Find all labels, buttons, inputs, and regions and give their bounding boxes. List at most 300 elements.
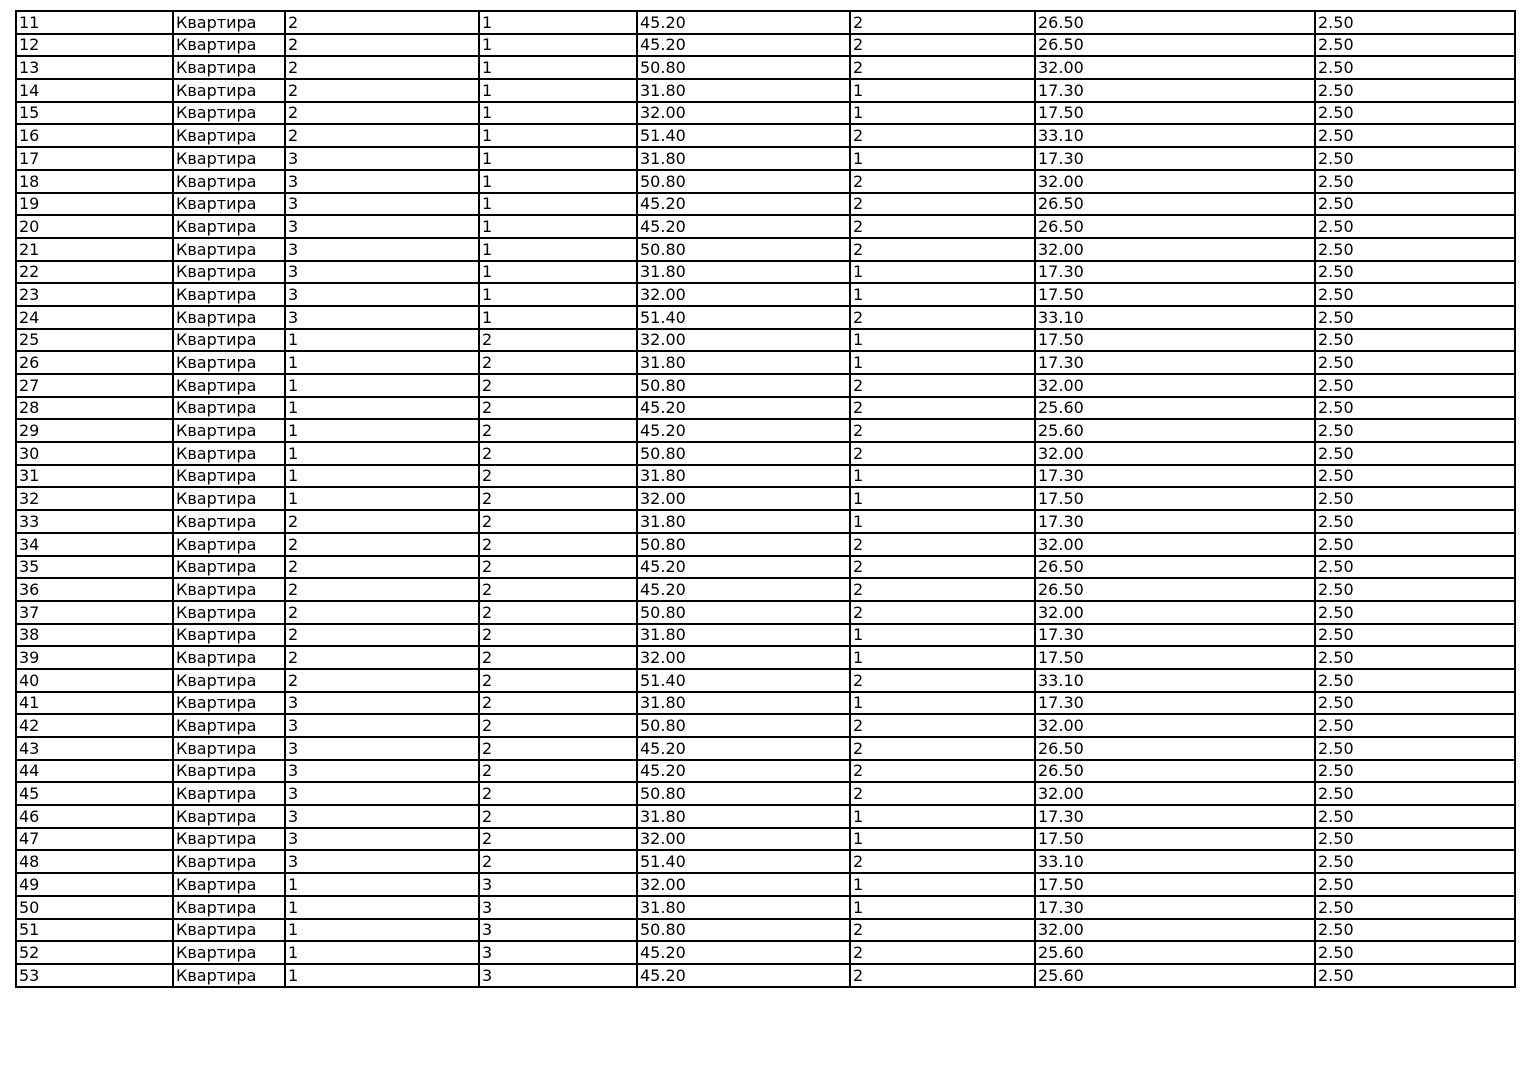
column-4-cell: 1 [479,34,637,57]
unit-number-cell: 13 [16,56,173,79]
rooms-cell: 1 [850,828,1035,851]
unit-number-cell: 39 [16,646,173,669]
unit-number-cell: 14 [16,79,173,102]
unit-number-cell: 53 [16,964,173,987]
rooms-cell: 1 [850,351,1035,374]
column-4-cell: 3 [479,919,637,942]
total-area-cell: 45.20 [637,760,850,783]
ceiling-height-cell: 2.50 [1315,578,1515,601]
ceiling-height-cell: 2.50 [1315,487,1515,510]
unit-number-cell: 18 [16,170,173,193]
table-row [16,941,1515,964]
living-area-cell: 33.10 [1035,850,1315,873]
property-type-cell: Квартира [173,215,285,238]
column-4-cell: 1 [479,261,637,284]
unit-number-cell: 33 [16,510,173,533]
ceiling-height-cell: 2.50 [1315,215,1515,238]
rooms-cell: 2 [850,56,1035,79]
unit-number-cell: 47 [16,828,173,851]
property-type-cell: Квартира [173,964,285,987]
property-type-cell: Квартира [173,692,285,715]
total-area-cell: 31.80 [637,147,850,170]
property-type-cell: Квартира [173,238,285,261]
total-area-cell: 32.00 [637,102,850,125]
rooms-cell: 1 [850,465,1035,488]
rooms-cell: 2 [850,919,1035,942]
column-4-cell: 2 [479,646,637,669]
table-row [16,79,1515,102]
living-area-cell: 17.30 [1035,510,1315,533]
total-area-cell: 31.80 [637,79,850,102]
total-area-cell: 45.20 [637,578,850,601]
ceiling-height-cell: 2.50 [1315,964,1515,987]
property-type-cell: Квартира [173,601,285,624]
column-4-cell: 2 [479,329,637,352]
living-area-cell: 17.30 [1035,624,1315,647]
living-area-cell: 33.10 [1035,669,1315,692]
property-type-cell: Квартира [173,669,285,692]
unit-number-cell: 25 [16,329,173,352]
property-type-cell: Квартира [173,465,285,488]
unit-number-cell: 52 [16,941,173,964]
column-3-cell: 2 [285,11,479,34]
column-3-cell: 3 [285,261,479,284]
ceiling-height-cell: 2.50 [1315,306,1515,329]
table-row [16,556,1515,579]
table-row [16,578,1515,601]
table-row [16,737,1515,760]
property-type-cell: Квартира [173,850,285,873]
total-area-cell: 32.00 [637,873,850,896]
table-row [16,782,1515,805]
column-3-cell: 1 [285,351,479,374]
rooms-cell: 2 [850,442,1035,465]
table-row [16,760,1515,783]
total-area-cell: 50.80 [637,919,850,942]
table-row [16,510,1515,533]
ceiling-height-cell: 2.50 [1315,193,1515,216]
table-row [16,102,1515,125]
living-area-cell: 33.10 [1035,306,1315,329]
property-type-cell: Квартира [173,329,285,352]
unit-number-cell: 36 [16,578,173,601]
ceiling-height-cell: 2.50 [1315,760,1515,783]
property-type-cell: Квартира [173,782,285,805]
unit-number-cell: 21 [16,238,173,261]
living-area-cell: 32.00 [1035,56,1315,79]
table-row [16,850,1515,873]
column-3-cell: 3 [285,805,479,828]
property-type-cell: Квартира [173,261,285,284]
table-row [16,419,1515,442]
total-area-cell: 31.80 [637,465,850,488]
property-type-cell: Квартира [173,487,285,510]
column-4-cell: 1 [479,238,637,261]
living-area-cell: 26.50 [1035,11,1315,34]
column-4-cell: 2 [479,397,637,420]
table-row [16,11,1515,34]
ceiling-height-cell: 2.50 [1315,56,1515,79]
table-row [16,34,1515,57]
column-4-cell: 1 [479,11,637,34]
column-3-cell: 2 [285,79,479,102]
living-area-cell: 17.30 [1035,692,1315,715]
property-type-cell: Квартира [173,193,285,216]
total-area-cell: 45.20 [637,941,850,964]
property-type-cell: Квартира [173,11,285,34]
ceiling-height-cell: 2.50 [1315,442,1515,465]
column-4-cell: 1 [479,170,637,193]
total-area-cell: 45.20 [637,11,850,34]
column-4-cell: 1 [479,102,637,125]
column-4-cell: 1 [479,124,637,147]
column-4-cell: 1 [479,283,637,306]
ceiling-height-cell: 2.50 [1315,351,1515,374]
property-type-cell: Квартира [173,170,285,193]
rooms-cell: 2 [850,170,1035,193]
living-area-cell: 26.50 [1035,737,1315,760]
table-row [16,624,1515,647]
unit-number-cell: 40 [16,669,173,692]
living-area-cell: 25.60 [1035,397,1315,420]
total-area-cell: 31.80 [637,805,850,828]
rooms-cell: 2 [850,782,1035,805]
total-area-cell: 31.80 [637,624,850,647]
total-area-cell: 50.80 [637,56,850,79]
property-type-cell: Квартира [173,714,285,737]
column-4-cell: 2 [479,487,637,510]
table-row [16,124,1515,147]
living-area-cell: 17.50 [1035,283,1315,306]
living-area-cell: 17.30 [1035,261,1315,284]
apartments-table [15,10,1516,988]
total-area-cell: 45.20 [637,556,850,579]
column-4-cell: 2 [479,737,637,760]
table-row [16,170,1515,193]
table-row [16,215,1515,238]
property-type-cell: Квартира [173,805,285,828]
ceiling-height-cell: 2.50 [1315,261,1515,284]
total-area-cell: 45.20 [637,397,850,420]
living-area-cell: 26.50 [1035,215,1315,238]
column-3-cell: 2 [285,578,479,601]
living-area-cell: 26.50 [1035,556,1315,579]
column-3-cell: 1 [285,896,479,919]
table-row [16,56,1515,79]
living-area-cell: 26.50 [1035,34,1315,57]
ceiling-height-cell: 2.50 [1315,873,1515,896]
rooms-cell: 2 [850,533,1035,556]
column-3-cell: 1 [285,964,479,987]
table-row [16,828,1515,851]
living-area-cell: 17.30 [1035,147,1315,170]
ceiling-height-cell: 2.50 [1315,374,1515,397]
ceiling-height-cell: 2.50 [1315,941,1515,964]
column-3-cell: 1 [285,419,479,442]
total-area-cell: 32.00 [637,283,850,306]
table-row [16,896,1515,919]
column-3-cell: 2 [285,510,479,533]
table-row [16,533,1515,556]
column-4-cell: 2 [479,556,637,579]
property-type-cell: Квартира [173,351,285,374]
unit-number-cell: 49 [16,873,173,896]
column-4-cell: 2 [479,624,637,647]
table-row [16,397,1515,420]
unit-number-cell: 27 [16,374,173,397]
living-area-cell: 25.60 [1035,964,1315,987]
rooms-cell: 1 [850,805,1035,828]
ceiling-height-cell: 2.50 [1315,782,1515,805]
column-4-cell: 1 [479,147,637,170]
column-3-cell: 3 [285,828,479,851]
total-area-cell: 45.20 [637,419,850,442]
property-type-cell: Квартира [173,56,285,79]
rooms-cell: 2 [850,760,1035,783]
column-3-cell: 2 [285,124,479,147]
total-area-cell: 51.40 [637,850,850,873]
rooms-cell: 2 [850,34,1035,57]
unit-number-cell: 35 [16,556,173,579]
ceiling-height-cell: 2.50 [1315,919,1515,942]
unit-number-cell: 44 [16,760,173,783]
rooms-cell: 2 [850,419,1035,442]
unit-number-cell: 11 [16,11,173,34]
living-area-cell: 26.50 [1035,193,1315,216]
column-4-cell: 2 [479,533,637,556]
ceiling-height-cell: 2.50 [1315,283,1515,306]
property-type-cell: Квартира [173,578,285,601]
rooms-cell: 2 [850,714,1035,737]
column-4-cell: 2 [479,714,637,737]
ceiling-height-cell: 2.50 [1315,601,1515,624]
column-3-cell: 3 [285,170,479,193]
table-row [16,351,1515,374]
table-row [16,964,1515,987]
column-3-cell: 2 [285,556,479,579]
ceiling-height-cell: 2.50 [1315,850,1515,873]
column-4-cell: 2 [479,805,637,828]
total-area-cell: 50.80 [637,442,850,465]
table-row [16,329,1515,352]
unit-number-cell: 45 [16,782,173,805]
total-area-cell: 32.00 [637,646,850,669]
property-type-cell: Квартира [173,442,285,465]
column-4-cell: 2 [479,465,637,488]
ceiling-height-cell: 2.50 [1315,170,1515,193]
unit-number-cell: 48 [16,850,173,873]
property-type-cell: Квартира [173,624,285,647]
table-row [16,283,1515,306]
living-area-cell: 17.30 [1035,465,1315,488]
rooms-cell: 2 [850,238,1035,261]
ceiling-height-cell: 2.50 [1315,737,1515,760]
property-type-cell: Квартира [173,556,285,579]
column-3-cell: 3 [285,306,479,329]
living-area-cell: 32.00 [1035,919,1315,942]
rooms-cell: 1 [850,646,1035,669]
property-type-cell: Квартира [173,306,285,329]
rooms-cell: 2 [850,397,1035,420]
column-4-cell: 3 [479,964,637,987]
unit-number-cell: 22 [16,261,173,284]
living-area-cell: 17.50 [1035,487,1315,510]
ceiling-height-cell: 2.50 [1315,79,1515,102]
table-body [16,11,1515,987]
total-area-cell: 45.20 [637,737,850,760]
table-row [16,873,1515,896]
column-3-cell: 1 [285,397,479,420]
column-4-cell: 1 [479,215,637,238]
total-area-cell: 31.80 [637,510,850,533]
column-3-cell: 1 [285,329,479,352]
living-area-cell: 17.50 [1035,646,1315,669]
column-4-cell: 3 [479,873,637,896]
property-type-cell: Квартира [173,919,285,942]
ceiling-height-cell: 2.50 [1315,669,1515,692]
table-row [16,805,1515,828]
column-4-cell: 2 [479,782,637,805]
rooms-cell: 1 [850,261,1035,284]
rooms-cell: 2 [850,850,1035,873]
unit-number-cell: 51 [16,919,173,942]
unit-number-cell: 34 [16,533,173,556]
column-3-cell: 3 [285,782,479,805]
total-area-cell: 31.80 [637,351,850,374]
column-4-cell: 2 [479,578,637,601]
unit-number-cell: 31 [16,465,173,488]
column-4-cell: 2 [479,601,637,624]
unit-number-cell: 37 [16,601,173,624]
column-3-cell: 3 [285,283,479,306]
column-3-cell: 3 [285,760,479,783]
ceiling-height-cell: 2.50 [1315,238,1515,261]
property-type-cell: Квартира [173,533,285,556]
rooms-cell: 1 [850,624,1035,647]
column-3-cell: 1 [285,442,479,465]
living-area-cell: 25.60 [1035,419,1315,442]
table-row [16,374,1515,397]
table-row [16,465,1515,488]
living-area-cell: 32.00 [1035,238,1315,261]
ceiling-height-cell: 2.50 [1315,828,1515,851]
ceiling-height-cell: 2.50 [1315,556,1515,579]
rooms-cell: 2 [850,193,1035,216]
rooms-cell: 1 [850,487,1035,510]
column-3-cell: 3 [285,193,479,216]
property-type-cell: Квартира [173,102,285,125]
rooms-cell: 1 [850,147,1035,170]
total-area-cell: 50.80 [637,782,850,805]
total-area-cell: 31.80 [637,261,850,284]
unit-number-cell: 41 [16,692,173,715]
column-4-cell: 2 [479,419,637,442]
rooms-cell: 2 [850,215,1035,238]
rooms-cell: 1 [850,873,1035,896]
property-type-cell: Квартира [173,941,285,964]
rooms-cell: 1 [850,283,1035,306]
column-3-cell: 3 [285,692,479,715]
column-4-cell: 2 [479,351,637,374]
property-type-cell: Квартира [173,34,285,57]
property-type-cell: Квартира [173,397,285,420]
column-4-cell: 2 [479,850,637,873]
unit-number-cell: 32 [16,487,173,510]
ceiling-height-cell: 2.50 [1315,896,1515,919]
total-area-cell: 50.80 [637,170,850,193]
ceiling-height-cell: 2.50 [1315,624,1515,647]
property-type-cell: Квартира [173,419,285,442]
rooms-cell: 2 [850,124,1035,147]
rooms-cell: 1 [850,896,1035,919]
column-3-cell: 2 [285,34,479,57]
living-area-cell: 26.50 [1035,578,1315,601]
table-row [16,714,1515,737]
table-row [16,601,1515,624]
column-3-cell: 2 [285,102,479,125]
table-row [16,261,1515,284]
total-area-cell: 51.40 [637,306,850,329]
table-row [16,442,1515,465]
total-area-cell: 31.80 [637,692,850,715]
table-row [16,306,1515,329]
rooms-cell: 2 [850,578,1035,601]
unit-number-cell: 17 [16,147,173,170]
rooms-cell: 1 [850,102,1035,125]
living-area-cell: 17.30 [1035,351,1315,374]
total-area-cell: 45.20 [637,964,850,987]
column-4-cell: 2 [479,760,637,783]
rooms-cell: 2 [850,11,1035,34]
living-area-cell: 32.00 [1035,374,1315,397]
column-4-cell: 2 [479,374,637,397]
column-3-cell: 3 [285,714,479,737]
rooms-cell: 1 [850,79,1035,102]
column-3-cell: 1 [285,873,479,896]
column-3-cell: 3 [285,238,479,261]
rooms-cell: 2 [850,556,1035,579]
living-area-cell: 25.60 [1035,941,1315,964]
property-type-cell: Квартира [173,646,285,669]
property-type-cell: Квартира [173,896,285,919]
table-row [16,238,1515,261]
total-area-cell: 51.40 [637,669,850,692]
rooms-cell: 2 [850,964,1035,987]
ceiling-height-cell: 2.50 [1315,34,1515,57]
living-area-cell: 17.30 [1035,896,1315,919]
rooms-cell: 2 [850,669,1035,692]
unit-number-cell: 46 [16,805,173,828]
unit-number-cell: 19 [16,193,173,216]
unit-number-cell: 42 [16,714,173,737]
unit-number-cell: 12 [16,34,173,57]
column-4-cell: 3 [479,941,637,964]
unit-number-cell: 15 [16,102,173,125]
column-4-cell: 1 [479,193,637,216]
rooms-cell: 2 [850,601,1035,624]
living-area-cell: 17.30 [1035,79,1315,102]
total-area-cell: 32.00 [637,487,850,510]
rooms-cell: 1 [850,329,1035,352]
table-row [16,147,1515,170]
unit-number-cell: 29 [16,419,173,442]
column-3-cell: 3 [285,737,479,760]
ceiling-height-cell: 2.50 [1315,465,1515,488]
ceiling-height-cell: 2.50 [1315,646,1515,669]
living-area-cell: 17.30 [1035,805,1315,828]
living-area-cell: 17.50 [1035,828,1315,851]
ceiling-height-cell: 2.50 [1315,533,1515,556]
